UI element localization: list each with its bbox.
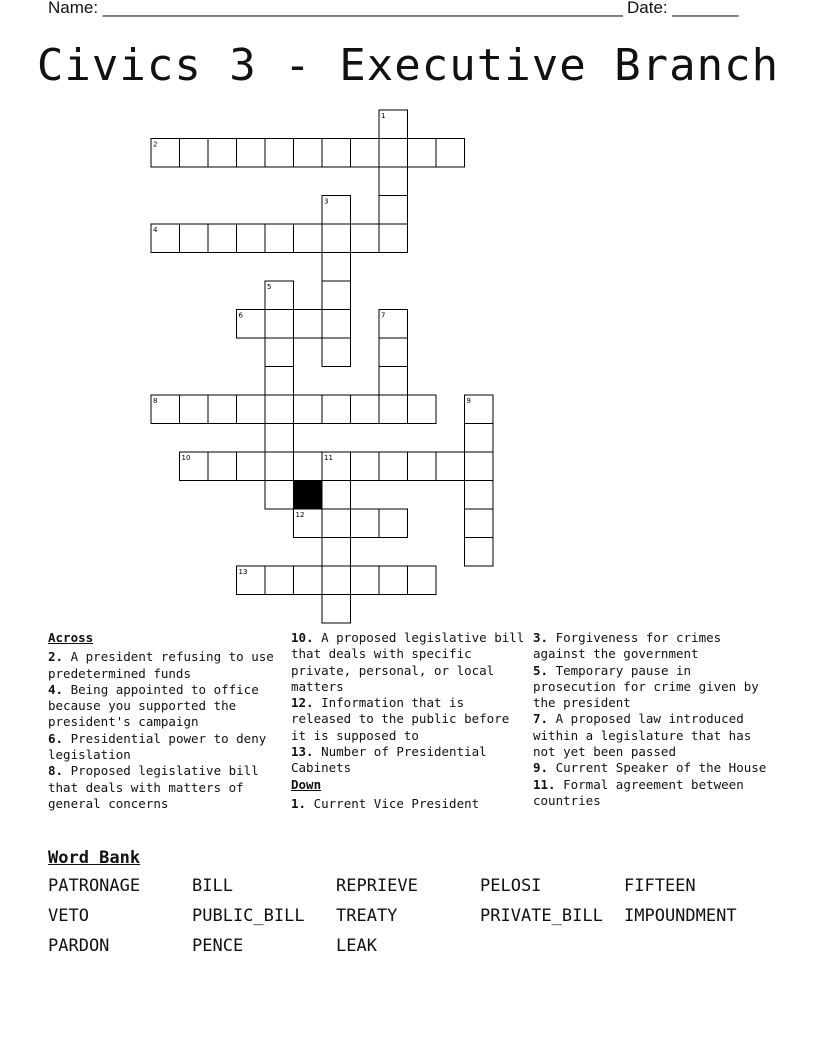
- across-heading: Across: [48, 630, 94, 645]
- grid-cell[interactable]: [379, 566, 408, 595]
- clue-across-6: 6. Presidential power to deny legislation: [48, 730, 267, 763]
- down-heading: Down: [291, 776, 322, 792]
- word-bank-item: PRIVATE_BILL: [480, 906, 603, 926]
- clues-column-1: [48, 630, 278, 812]
- grid-cell[interactable]: [208, 224, 237, 253]
- grid-cell[interactable]: [265, 367, 294, 396]
- grid-cell[interactable]: [265, 310, 294, 339]
- grid-number: 1: [381, 112, 386, 120]
- page-title: Civics 3 - Executive Branch: [36, 40, 780, 91]
- grid-cell[interactable]: [294, 224, 323, 253]
- clue-down-3: 3. Forgiveness for crimes against the government: [533, 630, 722, 662]
- grid-cell[interactable]: [265, 395, 294, 424]
- grid-cell[interactable]: [465, 481, 494, 510]
- grid-number: 12: [295, 511, 305, 519]
- grid-cell[interactable]: [208, 452, 237, 481]
- clue-across-10: 10. A proposed legislative bill that deals with specific private, personal, or local matters: [291, 630, 525, 694]
- word-bank-item: VETO: [48, 906, 89, 926]
- grid-cell[interactable]: [322, 395, 351, 424]
- grid-cell[interactable]: [322, 338, 351, 367]
- word-bank-item: PARDON: [48, 936, 110, 956]
- grid-cell[interactable]: [379, 139, 408, 168]
- grid-cell[interactable]: [265, 566, 294, 595]
- word-bank-item: PENCE: [192, 936, 244, 956]
- grid-cell[interactable]: [379, 224, 408, 253]
- clues-column-3: [533, 630, 773, 809]
- grid-cell[interactable]: [436, 452, 465, 481]
- grid-cell[interactable]: [408, 139, 437, 168]
- grid-cell[interactable]: [322, 224, 351, 253]
- grid-number: 4: [153, 226, 158, 234]
- grid-cell[interactable]: [351, 509, 380, 538]
- grid-cell[interactable]: [322, 139, 351, 168]
- word-bank-item: LEAK: [336, 936, 377, 956]
- grid-number: 6: [238, 311, 243, 320]
- clue-down-7: 7. A proposed law introduced within a legislature that has not yet been passed: [533, 711, 752, 760]
- grid-number: 8: [153, 397, 158, 405]
- grid-number: 13: [238, 568, 248, 576]
- grid-cell[interactable]: [265, 139, 294, 168]
- grid-cell[interactable]: [465, 538, 494, 567]
- grid-cell[interactable]: [294, 452, 323, 481]
- grid-number: 10: [181, 454, 191, 462]
- word-bank-item: BILL: [192, 876, 233, 896]
- grid-cell[interactable]: [436, 139, 465, 168]
- grid-cell[interactable]: [208, 395, 237, 424]
- grid-cell[interactable]: [322, 509, 351, 538]
- grid-cell[interactable]: [379, 196, 408, 225]
- word-bank-item: FIFTEEN: [624, 876, 696, 896]
- grid-cell[interactable]: [322, 538, 351, 567]
- grid-cell[interactable]: [294, 139, 323, 168]
- grid-cell[interactable]: [465, 452, 494, 481]
- grid-cell[interactable]: [180, 224, 209, 253]
- grid-number: 5: [267, 283, 272, 291]
- grid-cell[interactable]: [465, 424, 494, 453]
- grid-cell[interactable]: [379, 452, 408, 481]
- grid-block: [294, 481, 323, 510]
- grid-cell[interactable]: [408, 395, 437, 424]
- clue-down-11: 11. Formal agreement between countries: [533, 776, 744, 808]
- grid-number: 2: [153, 140, 158, 149]
- clues-column-2: [291, 630, 527, 812]
- grid-cell[interactable]: [322, 281, 351, 310]
- grid-cell[interactable]: [351, 224, 380, 253]
- grid-cell[interactable]: [379, 167, 408, 196]
- grid-cell[interactable]: [351, 139, 380, 168]
- grid-cell[interactable]: [294, 395, 323, 424]
- name-field-label: Name: _______________________________________________________: [48, 0, 623, 17]
- word-bank-item: REPRIEVE: [336, 876, 418, 896]
- grid-cell[interactable]: [408, 452, 437, 481]
- grid-cell[interactable]: [322, 595, 351, 624]
- grid-cell[interactable]: [237, 395, 266, 424]
- word-bank-item: PELOSI: [480, 876, 542, 896]
- word-bank-heading: Word Bank: [48, 848, 141, 868]
- grid-cell[interactable]: [294, 310, 323, 339]
- clue-down-5: 5. Temporary pause in prosecution for crime given by the president: [533, 662, 759, 711]
- grid-cell[interactable]: [379, 509, 408, 538]
- word-bank-item: PUBLIC_BILL: [192, 906, 305, 926]
- clue-across-8: 8. Proposed legislative bill that deals with matters of general concerns: [48, 763, 259, 811]
- grid-number: 3: [324, 197, 329, 206]
- date-field-label: Date: _______: [627, 0, 739, 17]
- grid-cell[interactable]: [322, 566, 351, 595]
- clue-down-1: 1. Current Vice President: [291, 795, 480, 811]
- grid-cell[interactable]: [351, 452, 380, 481]
- grid-cell[interactable]: [408, 566, 437, 595]
- grid-cell[interactable]: [465, 509, 494, 538]
- grid-cell[interactable]: [351, 566, 380, 595]
- grid-cell[interactable]: [237, 224, 266, 253]
- grid-cell[interactable]: [237, 139, 266, 168]
- grid-cell[interactable]: [237, 452, 266, 481]
- grid-cell[interactable]: [265, 424, 294, 453]
- grid-cell[interactable]: [322, 253, 351, 282]
- grid-number: 9: [466, 397, 471, 405]
- grid-cell[interactable]: [265, 452, 294, 481]
- word-bank-item: PATRONAGE: [48, 876, 141, 896]
- grid-cell[interactable]: [379, 338, 408, 367]
- grid-cell[interactable]: [265, 338, 294, 367]
- grid-cell[interactable]: [265, 224, 294, 253]
- word-bank: [48, 876, 788, 956]
- grid-cell[interactable]: [379, 395, 408, 424]
- clue-across-12: 12. Information that is released to the public before it is supposed to: [291, 695, 510, 743]
- clue-across-2: 2. A president refusing to use predetermined funds: [48, 649, 274, 681]
- clue-across-13: 13. Number of Presidential Cabinets: [291, 744, 487, 776]
- clue-down-9: 9. Current Speaker of the House: [533, 760, 767, 776]
- grid-cell[interactable]: [294, 566, 323, 595]
- clue-across-4: 4. Being appointed to office because you supported the president's campaign: [48, 681, 259, 730]
- grid-cell[interactable]: [379, 367, 408, 396]
- grid-cell[interactable]: [265, 481, 294, 510]
- word-bank-item: IMPOUNDMENT: [624, 906, 737, 926]
- grid-cell[interactable]: [322, 310, 351, 339]
- grid-cell[interactable]: [351, 395, 380, 424]
- grid-cell[interactable]: [180, 139, 209, 168]
- grid-number: 11: [324, 454, 333, 462]
- grid-cell[interactable]: [322, 481, 351, 510]
- word-bank-item: TREATY: [336, 906, 398, 926]
- grid-cell[interactable]: [180, 395, 209, 424]
- grid-cell[interactable]: [208, 139, 237, 168]
- grid-number: 7: [381, 311, 386, 320]
